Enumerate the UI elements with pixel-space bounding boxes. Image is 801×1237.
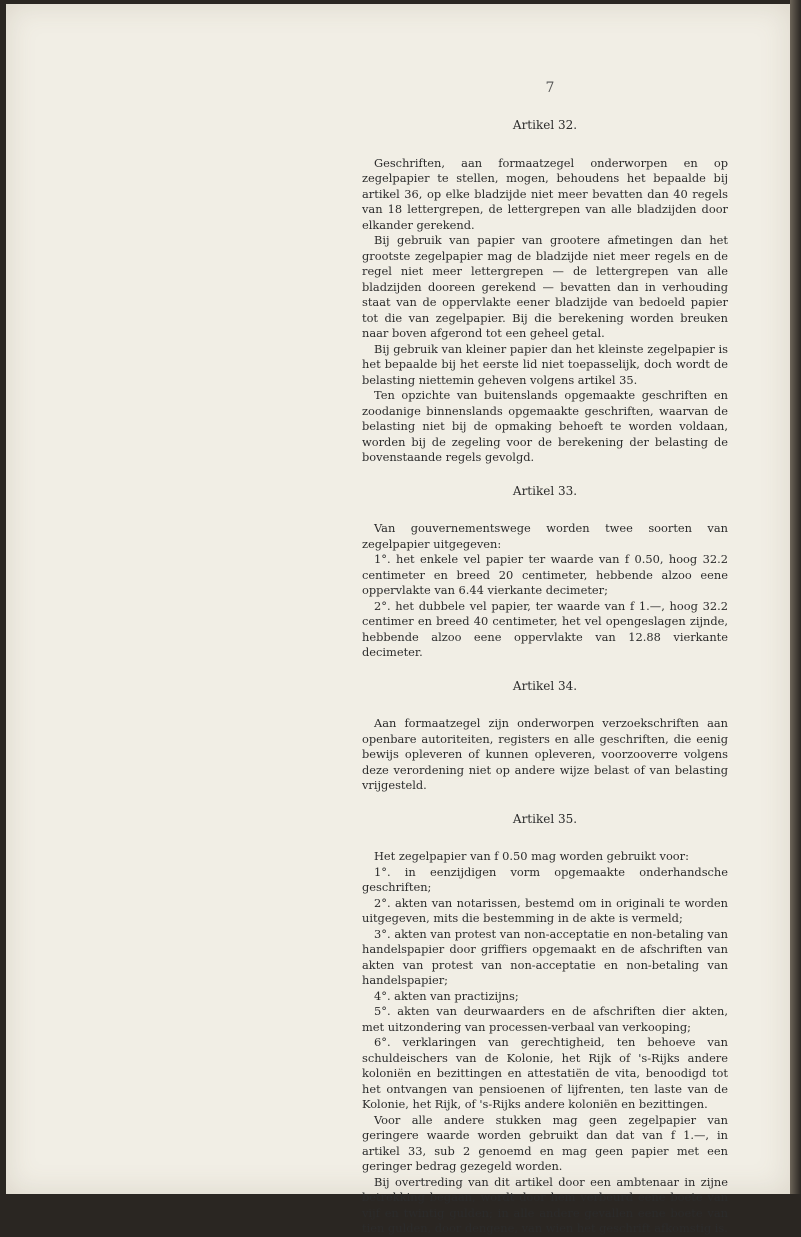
paragraph: Voor alle andere stukken mag geen zegelpapier van geringere waarde worden gebruikt dan dat van f 1.—, in artikel 33, sub 2 genoemd en mag geen papier met een geringer bedrag gezegeld worden. xyxy=(362,1113,728,1175)
article-heading: Artikel 34. xyxy=(362,679,728,695)
book-spine xyxy=(790,0,801,1200)
page-number: 7 xyxy=(540,80,560,96)
article-32 xyxy=(362,118,728,466)
paragraph: Ten opzichte van buitenslands opgemaakte geschriften en zoodanige binnenslands opgemaakte geschriften, waarvan de belasting niet bij de opmaking behoeft te worden voldaan, worden bij de zegeling voor de berekening der belasting de bovenstaande regels gevolgd. xyxy=(362,388,728,466)
article-35 xyxy=(362,812,728,1237)
paragraph: 3°. akten van protest van non-acceptatie en non-betaling van handelspapier door griffiers opgemaakt en de afschriften van akten van protest van non-acceptatie en non-betaling van handelspapier; xyxy=(362,927,728,989)
paragraph: 4°. akten van practizijns; xyxy=(362,989,728,1005)
paragraph: Bij gebruik van papier van grootere afmetingen dan het grootste zegelpapier mag de bladzijde niet meer regels en de regel niet meer lettergrepen — de lettergrepen van alle bladzijden dooreen gerekend — bevatten dan in verhouding staat van de oppervlakte eener bladzijde van bedoeld papier tot die van zegelpapier. Bij die berekening worden breuken naar boven afgerond tot een geheel getal. xyxy=(362,233,728,342)
paragraph: 1°. het enkele vel papier ter waarde van f 0.50, hoog 32.2 centimeter en breed 20 centimeter, hebbende alzoo eene oppervlakte van 6.44 vierkante decimeter; xyxy=(362,552,728,599)
paragraph: 2°. akten van notarissen, bestemd om in originali te worden uitgegeven, mits die bestemming in de akte is vermeld; xyxy=(362,896,728,927)
paragraph: Bij gebruik van kleiner papier dan het kleinste zegelpapier is het bepaalde bij het eerste lid niet toepasselijk, doch wordt de belasting niettemin geheven volgens artikel 35. xyxy=(362,342,728,389)
article-heading: Artikel 35. xyxy=(362,812,728,828)
paragraph: Geschriften, aan formaatzegel onderworpen en op zegelpapier te stellen, mogen, behoudens het bepaalde bij artikel 36, op elke bladzijde niet meer bevatten dan 40 regels van 18 lettergrepen, de lettergrepen van alle bladzijden door elkander gerekend. xyxy=(362,156,728,234)
paragraph: Het zegelpapier van f 0.50 mag worden gebruikt voor: xyxy=(362,849,728,865)
paragraph: 1°. in eenzijdigen vorm opgemaakte onderhandsche geschriften; xyxy=(362,865,728,896)
article-heading: Artikel 32. xyxy=(362,118,728,134)
article-heading: Artikel 33. xyxy=(362,484,728,500)
document-body xyxy=(362,118,728,1237)
paragraph: Bij overtreding van dit artikel door een ambtenaar in zijne betrekking begaan, wordt door hem verbeurd eene boete van vijf en twintig gulden; in alle andere gevallen eene boete van tien gulden, door dengene, van wien het geschrift afkomstig is. xyxy=(362,1175,728,1237)
article-33 xyxy=(362,484,728,661)
paragraph: 2°. het dubbele vel papier, ter waarde van f 1.—, hoog 32.2 centimer en breed 40 centimeter, het vel opengeslagen zijnde, hebbende alzoo eene oppervlakte van 12.88 vierkante decimeter. xyxy=(362,599,728,661)
paragraph: Aan formaatzegel zijn onderworpen verzoekschriften aan openbare autoriteiten, registers en alle geschriften, die eenig bewijs opleveren of kunnen opleveren, voorzooverre volgens deze verordening niet op andere wijze belast of van belasting vrijgesteld. xyxy=(362,716,728,794)
paragraph: Van gouvernementswege worden twee soorten van zegelpapier uitgegeven: xyxy=(362,521,728,552)
paragraph: 5°. akten van deurwaarders en de afschriften dier akten, met uitzondering van processen-verbaal van verkooping; xyxy=(362,1004,728,1035)
article-34 xyxy=(362,679,728,794)
paragraph: 6°. verklaringen van gerechtigheid, ten behoeve van schuldeischers van de Kolonie, het Rijk of 's-Rijks andere koloniën en bezittingen en attestatiën de vita, benoodigd tot het ontvangen van pensioenen of lijfrenten, ten laste van de Kolonie, het Rijk, of 's-Rijks andere koloniën en bezittingen. xyxy=(362,1035,728,1113)
